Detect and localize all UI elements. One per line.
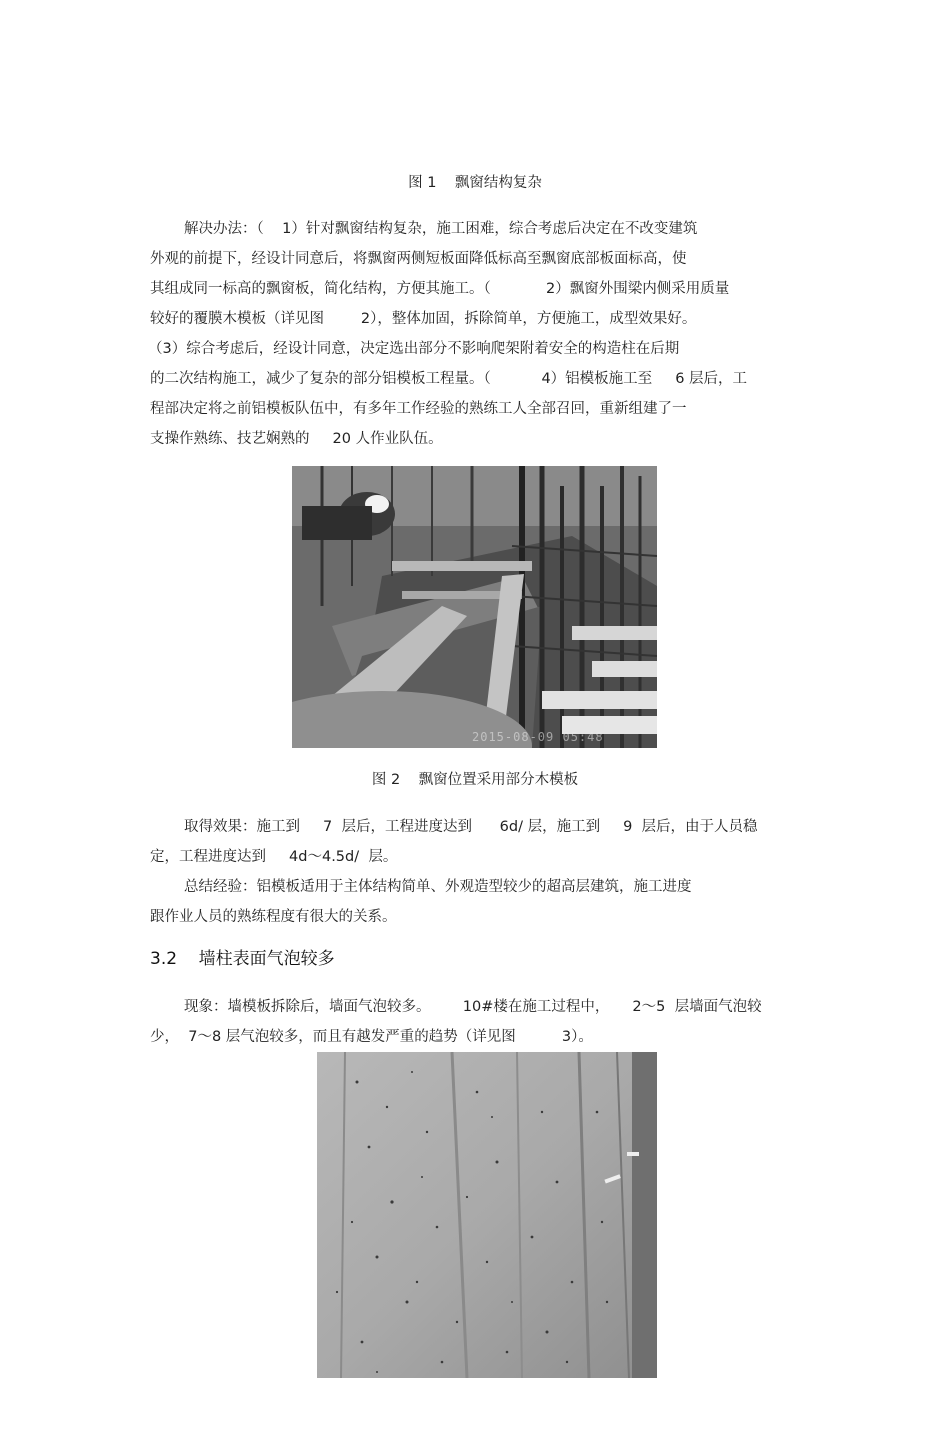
text-line: 外观的前提下，经设计同意后，将飘窗两侧短板面降低标高至飘窗底部板面标高，使 [150,251,687,267]
section-heading: 3.2 墙柱表面气泡较多 [150,949,335,969]
text-line: 程部决定将之前铝模板队伍中，有多年工作经验的熟练工人全部召回，重新组建了一 [150,401,687,417]
text-line: （3）综合考虑后，经设计同意，决定选出部分不影响爬架附着安全的构造柱在后期 [148,341,680,357]
photo-timestamp: 2015-08-09 05:48 [472,730,604,744]
text-line: 少， 7～8 层气泡较多，而且有越发严重的趋势（详见图 3）。 [150,1029,593,1045]
text-line: 的二次结构施工，减少了复杂的部分铝模板工程量。（ 4）铝模板施工至 6 层后，工 [150,371,748,387]
text-line: 定，工程进度达到 4d～4.5d/ 层。 [150,849,398,865]
text-line: 支操作熟练、技艺娴熟的 20 人作业队伍。 [150,431,443,447]
text-line: 跟作业人员的熟练程度有很大的关系。 [150,909,397,925]
construction-site-photo [292,466,657,748]
text-line: 其组成同一标高的飘窗板，简化结构，方便其施工。（ 2）飘窗外围梁内侧采用质量 [150,281,730,297]
figure-2-caption: 图 2 飘窗位置采用部分木模板 [371,772,579,788]
text-line: 现象：墙模板拆除后，墙面气泡较多。 10#楼在施工过程中， 2～5 层墙面气泡较 [184,999,762,1015]
text-line: 取得效果：施工到 7 层后，工程进度达到 6d/ 层，施工到 9 层后，由于人员稳 [184,819,758,835]
wall-bubbles-illustration [317,1052,657,1378]
text-line: 总结经验：铝模板适用于主体结构简单、外观造型较少的超高层建筑，施工进度 [184,879,692,895]
construction-site-illustration [292,466,657,748]
figure-1-caption: 图 1 飘窗结构复杂 [408,175,542,191]
wall-surface-photo [317,1052,657,1378]
text-line: 较好的覆膜木模板（详见图 2），整体加固，拆除简单，方便施工，成型效果好。 [150,311,697,327]
text-line: 解决办法：（ 1）针对飘窗结构复杂，施工困难，综合考虑后决定在不改变建筑 [184,221,698,237]
